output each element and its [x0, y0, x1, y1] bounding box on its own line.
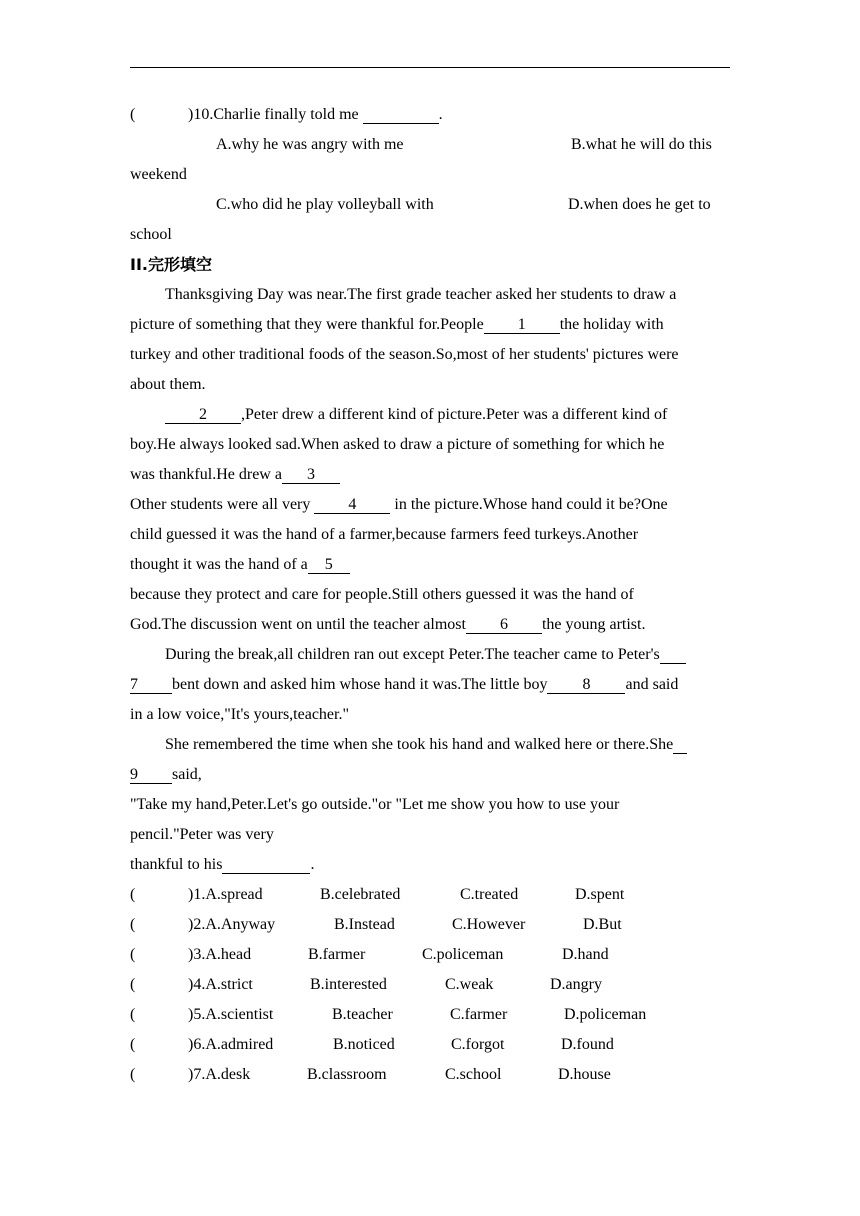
blank-7: 7 [130, 677, 172, 694]
passage-line: 9 said, [130, 766, 202, 783]
option-c: C.treated [460, 886, 519, 903]
passage-line: thankful to his . [130, 856, 315, 873]
question-row: ( )6.A.admired B.noticed C.forgot D.found [130, 1030, 730, 1060]
section-heading: II.完形填空 [130, 255, 212, 274]
answer-blank [363, 107, 439, 124]
passage-line: turkey and other traditional foods of the season.So,most of her students' pictures were [130, 346, 679, 363]
passage-line: During the break,all children ran out except Peter.The teacher came to Peter's [130, 640, 730, 670]
option-d: D.policeman [564, 1006, 647, 1023]
option-c: C.farmer [450, 1006, 508, 1023]
blank-9: 9 [130, 767, 172, 784]
option-b: B.farmer [308, 946, 366, 963]
option-d: D.found [561, 1036, 614, 1053]
blank-7-start [660, 647, 686, 664]
document-page [130, 100, 730, 1090]
option-d: D.But [583, 916, 622, 933]
passage-line: child guessed it was the hand of a farmer,because farmers feed turkeys.Another [130, 526, 639, 543]
blank-3: 3 [282, 467, 340, 484]
question-row: ( )5.A.scientist B.teacher C.farmer D.policeman [130, 1000, 730, 1030]
option-b: B.celebrated [320, 886, 401, 903]
passage-line: Thanksgiving Day was near.The first grade teacher asked her students to draw a [165, 286, 677, 303]
option-d: D.hand [562, 946, 609, 963]
question-10-stem [130, 100, 730, 130]
option-b: B.what he will do this [571, 136, 712, 153]
question-row: ( )2.A.Anyway B.Instead C.However D.But [130, 910, 730, 940]
option-b-wrap: weekend [130, 166, 187, 183]
question-row: ( )4.A.strict B.interested C.weak D.angry [130, 970, 730, 1000]
option-b: B.Instead [334, 916, 395, 933]
question-row: ( )3.A.head B.farmer C.policeman D.hand [130, 940, 730, 970]
passage-line: about them. [130, 376, 206, 393]
blank-2: 2 [165, 407, 241, 424]
passage-line: was thankful.He drew a 3 [130, 460, 730, 490]
blank-4: 4 [314, 497, 390, 514]
option-d: D.angry [550, 976, 602, 993]
blank-9-start [673, 737, 687, 754]
passage-line: Other students were all very 4 in the picture.Whose hand could it be?One [130, 496, 668, 513]
period: . [438, 106, 443, 123]
passage-line: boy.He always looked sad.When asked to draw a picture of something for which he [130, 436, 665, 453]
answer-blank [222, 857, 310, 874]
option-c: C.school [445, 1066, 502, 1083]
option-c: C.weak [445, 976, 494, 993]
passage-line: She remembered the time when she took his hand and walked here or there.She [130, 730, 730, 760]
option-b: B.teacher [332, 1006, 393, 1023]
option-b: B.classroom [307, 1066, 387, 1083]
blank-5: 5 [308, 557, 350, 574]
option-d-wrap: school [130, 226, 172, 243]
question-10-options-ab [130, 130, 730, 160]
option-d: D.house [558, 1066, 611, 1083]
passage-line: picture of something that they were thankful for.People 1 the holiday with [130, 316, 664, 333]
passage-line: pencil."Peter was very [130, 826, 274, 843]
answer-paren: ( [130, 106, 136, 123]
blank-6: 6 [466, 617, 542, 634]
option-d: D.when does he get to [568, 196, 711, 213]
passage-line: 2 ,Peter drew a different kind of picture.Peter was a different kind of [130, 400, 730, 430]
option-b: B.noticed [333, 1036, 395, 1053]
blank-1: 1 [484, 317, 560, 334]
blank-8: 8 [547, 677, 625, 694]
question-row: ( )7.A.desk B.classroom C.school D.house [130, 1060, 730, 1090]
option-c: C.who did he play volleyball with [216, 196, 434, 213]
question-row: ( )1.A.spread B.celebrated C.treated D.spent [130, 880, 730, 910]
passage-line: God.The discussion went on until the teacher almost 6 the young artist. [130, 616, 646, 633]
passage-line: because they protect and care for people.Still others guessed it was the hand of [130, 586, 634, 603]
option-a: A.why he was angry with me [216, 136, 404, 153]
passage-line: thought it was the hand of a 5 [130, 550, 730, 580]
option-c: C.However [452, 916, 526, 933]
question-10-options-cd [130, 190, 730, 220]
option-d: D.spent [575, 886, 625, 903]
passage-line: in a low voice,"It's yours,teacher." [130, 706, 349, 723]
option-c: C.policeman [422, 946, 504, 963]
option-c: C.forgot [451, 1036, 505, 1053]
header-rule [130, 67, 730, 68]
passage-line: 7 bent down and asked him whose hand it was.The little boy 8 and said [130, 676, 679, 693]
option-b: B.interested [310, 976, 387, 993]
passage-line: "Take my hand,Peter.Let's go outside."or "Let me show you how to use your [130, 796, 620, 813]
question-text: )10.Charlie finally told me [188, 106, 359, 123]
